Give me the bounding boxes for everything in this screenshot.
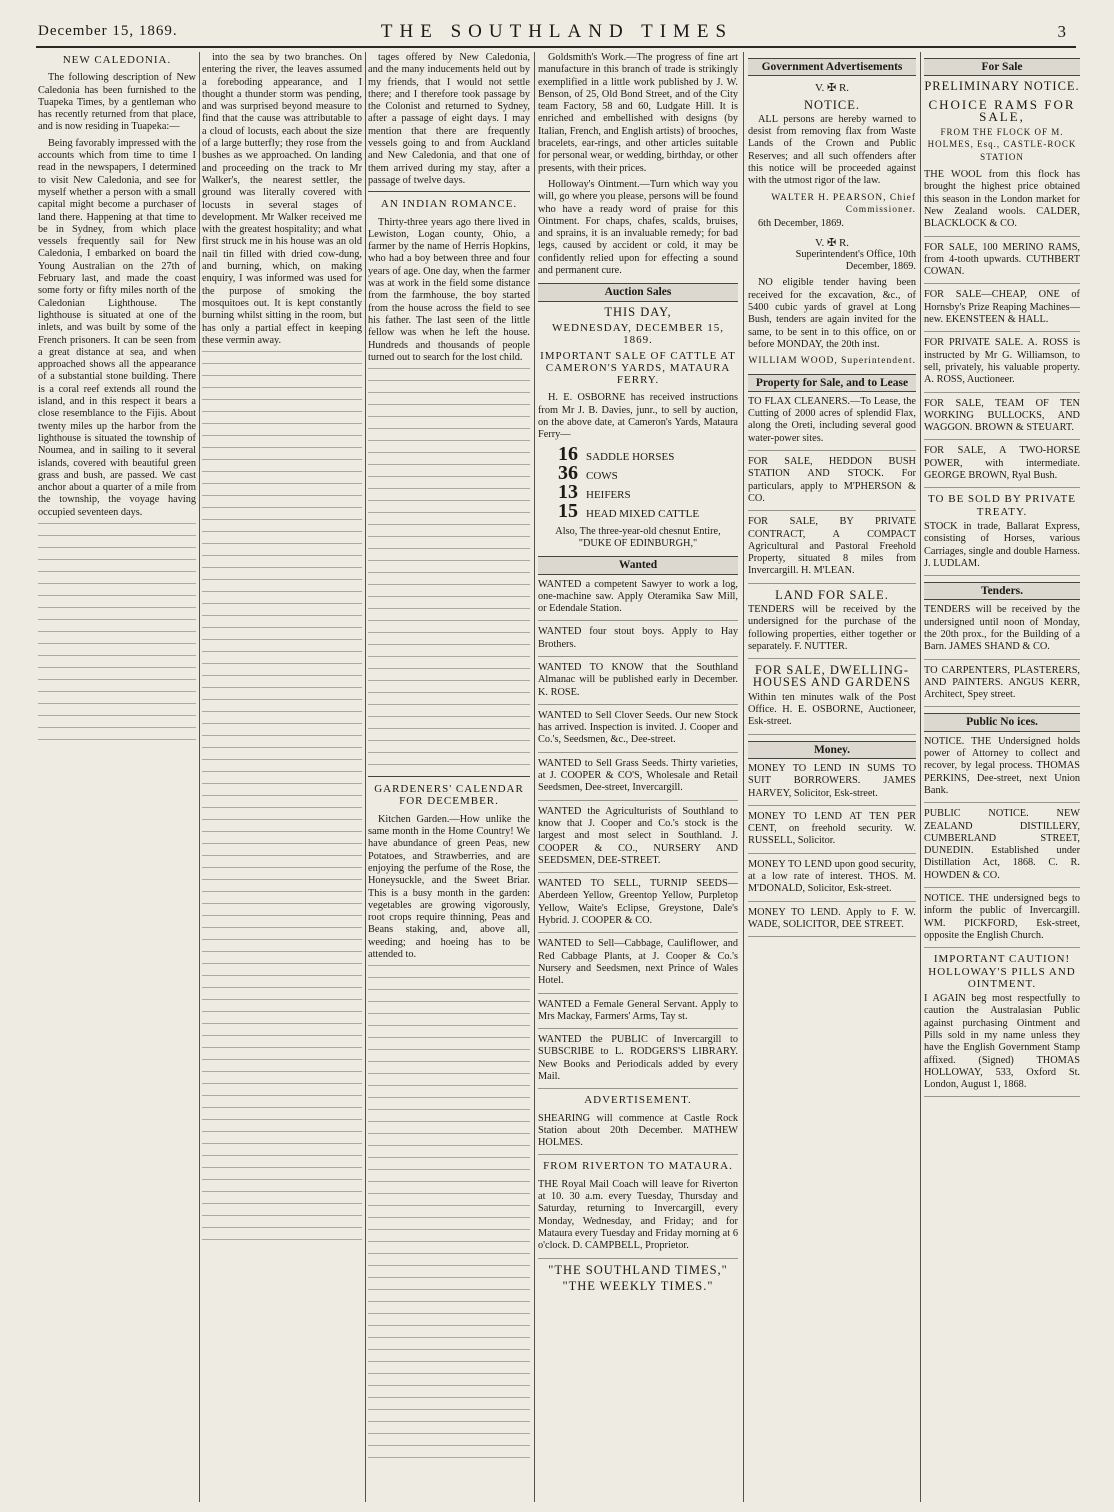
newspaper-title: THE SOUTHLAND TIMES [380, 21, 734, 42]
continued-text [202, 351, 362, 1251]
garden-paragraph: Kitchen Garden.—How unlike the same month in the Home Country! We have abundance of green Peas, new Potatoes, and Strawberries, and are enjoying the perfume of the Rose, the Honeysuckle, and the Sweet Briar. This is a busy month in the garden: vegetables are growing vigorously, root crops require thinning, Peas and Beans staking, and, above all, weeding; and hoeing has to be attended to. [368, 813, 530, 960]
lot-item: 15 HEAD MIXED CATTLE [558, 499, 700, 522]
column-continued [202, 52, 362, 1504]
article-paragraph: tages offered by New Caledonia, and the many inducements held out by my friends, that I would not settle there; and I therefore took passage by the Colonist and returned to Sydney, after a passage of eight days. I may mention that there are frequently vessels going to and from Auckland and New Caledonia, and that one of them arrived during my stay, after a passage of twelve days. [368, 52, 530, 186]
page-number: 3 [1057, 22, 1066, 41]
signature: WILLIAM WOOD, Superintendent. [748, 356, 916, 367]
distillery-ad: PUBLIC NOTICE. NEW ZEALAND DISTILLERY, CUMBERLAND STREET, DUNEDIN. Established under Distillation Act, 1868. C. R. HOWDEN & CO. [924, 808, 1080, 888]
coach-header: FROM RIVERTON TO MATAURA. [543, 1160, 733, 1173]
dwelling-title: FOR SALE, DWELLING-HOUSES AND GARDENS [752, 663, 912, 690]
office-date: Superintendent's Office, 10th December, 1869. [795, 248, 916, 273]
wanted-ad: WANTED to Sell Grass Seeds. Thirty varieties, at J. COOPER & CO'S, Wholesale and Retail Seedsmen, Dee-street, Invercargill. [538, 758, 738, 801]
land-header: LAND FOR SALE. [775, 587, 889, 602]
auction-title: IMPORTANT SALE OF CATTLE AT CAMERON'S YARDS, MATAURA FERRY. [540, 349, 736, 387]
wanted-ad: WANTED the Agriculturists of Southland to know that J. Cooper and Co.'s stock is the largest and most select in Southland. J. COOPER & CO., NURSERY AND SEEDSMEN, DEE-STREET. [538, 806, 738, 873]
heddon-ad: FOR SALE, HEDDON BUSH STATION AND STOCK. For particulars, apply to M'PHERSON & CO. [748, 456, 916, 511]
romance-title: AN INDIAN ROMANCE. [368, 191, 530, 210]
continued-text [368, 965, 530, 1465]
land-ad: TENDERS will be received by the undersigned for the purchase of the following properties, either together or separately. F. NUTTER. [748, 604, 916, 659]
wanted-ad: WANTED a competent Sawyer to work a log, one-machine saw. Apply Oteramika Saw Mill, or Edendale Station. [538, 579, 738, 622]
tender-text: NO eligible tender having been received for the excavation, &c., of 5400 cubic yards of gravel at Long Bush, tenders are again invited for the same, to be sent in to this office, on or before MONDAY, the 20th inst. [748, 277, 916, 350]
dwelling-ad: Within ten minutes walk of the Post Office. H. E. OSBORNE, Auctioneer, Esk-street. [748, 692, 916, 735]
reaper-ad: FOR SALE—CHEAP, ONE of Hornsby's Prize Reaping Machines—new. EKENSTEEN & HALL. [924, 289, 1080, 332]
private-sale-ad: FOR PRIVATE SALE. A. ROSS is instructed by Mr G. Williamson, to sell, privately, his valuable property. A. ROSS, Auctioneer. [924, 337, 1080, 392]
column-auctions-wanted [538, 52, 738, 1504]
article-paragraph: into the sea by two branches. On entering the river, the leaves assumed a foreboding appearance, and I thought a thunder storm was pending, and was surprised beyond measure to find that the cause was attributable to a cloud of locusts, each about the size of a large butterfly; they rose from the bushes as we approached. On landing and proceeding on the track to Mr Walker's, the nearest settler, the ground was literally covered with locusts in several stages of development. Mr Walker received me with the greatest hospitality; and what first struck me in his house was an old nail tin filled with dried cow-dung, and burning, which, on making enquiry, I was informed was used for the purpose of smoking the mosquitoes out. It is kept constantly burning whilst sitting in the room, but has only a partial effect in keeping these vermin away. [202, 52, 362, 346]
money-header: Money. [748, 741, 916, 759]
money-ad: MONEY TO LEND. Apply to F. W. WADE, SOLICITOR, DEE STREET. [748, 907, 916, 938]
tenders-header: Tenders. [924, 582, 1080, 600]
signature: WALTER H. PEARSON, Chief Commissioner. [771, 192, 916, 215]
lot-item: 13 HEIFERS [558, 480, 631, 503]
merino-ad: FOR SALE, 100 MERINO RAMS, from 4-tooth upwards. CUTHBERT COWAN. [924, 242, 1080, 285]
wanted-ad: WANTED to Sell—Cabbage, Cauliflower, and Red Cabbage Plants, at J. Cooper & Co.'s Nursery and Seedsmen, next Prince of Wales Hotel. [538, 938, 738, 993]
wanted-ad: WANTED to Sell Clover Seeds. Our new Stock has arrived. Inspection is invited. J. Cooper and Co.'s, Seedsmen, &c., Dee-street. [538, 710, 738, 753]
money-ad: MONEY TO LEND AT TEN PER CENT, on freehold security. W. RUSSELL, Solicitor. [748, 811, 916, 854]
shearing-ad: SHEARING will commence at Castle Rock Station about 20th December. MATHEW HOLMES. [538, 1113, 738, 1156]
royal-crest-icon: V. ✠ R. [814, 236, 850, 249]
money-ad: MONEY TO LEND IN SUMS TO SUIT BORROWERS. JAMES HARVEY, Solicitor, Esk-street. [748, 763, 916, 806]
column-divider [743, 52, 744, 1502]
column-government-property [748, 52, 916, 1504]
notice-text: ALL persons are hereby warned to desist from removing flax from Waste Lands of the Crown and Public Reserves; and all such offenders after this notice will be proceeded against with the utmost rigor of the law. [748, 113, 916, 187]
contract-ad: FOR SALE, BY PRIVATE CONTRACT, A COMPACT Agricultural and Pastoral Freehold Property, situated 8 miles from Invercargill. H. M'LEAN. [748, 516, 916, 583]
for-sale-header: For Sale [924, 58, 1080, 76]
wanted-ad: WANTED TO KNOW that the Southland Almanac will be published early in December. K. ROSE. [538, 662, 738, 705]
bullocks-ad: FOR SALE, TEAM OF TEN WORKING BULLOCKS, AND WAGGON. BROWN & STEUART. [924, 398, 1080, 441]
coach-ad: THE Royal Mail Coach will leave for Riverton at 10. 30 a.m. every Tuesday, Thursday and Saturday, returning to Invercargill, every Monday, Wednesday, and Friday; and for Mataura every Tuesday and Friday morning at 6 o'clock. D. CAMPBELL, Proprietor. [538, 1179, 738, 1259]
continued-text [368, 368, 530, 768]
auction-day: THIS DAY, [604, 304, 672, 319]
holloway-paragraph: Holloway's Ointment.—Turn which way you will, go where you please, persons will be found who have a ready word of praise for this Ointment. For chaps, chafes, scalds, bruises, and sprains, it is an invaluable remedy; for bad legs, caused by accident or cold, it may be confidently relied upon for effecting a sound and permanent cure. [538, 178, 738, 277]
continued-text [38, 523, 196, 743]
auction-also: Also, The three-year-old chesnut Entire, "DUKE OF EDINBURGH," [555, 525, 721, 549]
column-for-sale-notices [924, 52, 1080, 1504]
advert-header: ADVERTISEMENT. [584, 1094, 692, 1107]
wanted-ad: WANTED TO SELL, TURNIP SEEDS— Aberdeen Yellow, Greentop Yellow, Purpletop Yellow, Waite's Eclipse, Greystone, Dale's Hybrid. J. COOPER & CO. [538, 878, 738, 933]
wanted-header: Wanted [538, 556, 738, 574]
article-paragraph: Being favorably impressed with the accounts which from time to time I read in the newspapers, I determined to visit New Caledonia, and see for myself whether a person with a small capital might become a purchaser of land there. Happening at that time to be in Sydney, from which place vessels frequently sail for New Caledonia, I embarked on board the Young Australian on the 27th of February last, and made the coast some forty or fifty miles north of the Caledonian Lighthouse. The lighthouse is situated at one of the inlets, and was built by some of the French prisoners. It can be seen from a great distance at sea, and when approached shows all the appearance of a substantial stone building. There is a coral reef extends all round the island, and in this respect it bears a close resemblance to the Fijis. About twenty miles up the harbor from the lighthouse is situated the township of Noumea, and in sailing to it several islands, covered with beautiful green grass and bush, are passed. We cast anchor about a quarter of a mile from the township, the voyage having occupied seventeen days. [38, 137, 196, 518]
treaty-title: TO BE SOLD BY PRIVATE TREATY. [928, 493, 1076, 518]
caution-ad: I AGAIN beg most respectfully to caution the Australasian Public against purchasing Ointment and Pills sold in my name unless they have the English Government Stamp affixed. (Signed) THOMAS HOLLOWAY, 533, Oxford St. London, August 1, 1868. [924, 993, 1080, 1097]
lot-list [558, 442, 738, 522]
two-horse-ad: FOR SALE, A TWO-HORSE POWER, with intermediate. GEORGE BROWN, Ryal Bush. [924, 445, 1080, 488]
auction-date: WEDNESDAY, DECEMBER 15, 1869. [551, 321, 725, 347]
lot-item: 36 COWS [558, 461, 618, 484]
notice-ad: NOTICE. THE Undersigned holds power of Attorney to collect and recover, by legal process. THOMAS PERKINS, Dee-street, next Union Bank. [924, 736, 1080, 803]
carpenters-ad: TO CARPENTERS, PLASTERERS, AND PAINTERS. ANGUS KERR, Architect, Spey street. [924, 665, 1080, 708]
rams-title: CHOICE RAMS FOR SALE, [928, 96, 1076, 124]
notice-ad: NOTICE. THE undersigned begs to inform the public of Invercargill. WM. PICKFORD, Esk-street, opposite the English Church. [924, 893, 1080, 948]
rams-subtitle: FROM THE FLOCK OF M. HOLMES, Esq., CASTLE-ROCK STATION [927, 127, 1077, 162]
notice-date: 6th December, 1869. [758, 218, 844, 230]
wanted-ad: WANTED a Female General Servant. Apply to Mrs Mackay, Farmers' Arms, Tay st. [538, 999, 738, 1030]
issue-date: December 15, 1869. [38, 23, 178, 39]
auction-header: Auction Sales [538, 283, 738, 301]
masthead [0, 0, 1114, 44]
column-new-caledonia [38, 52, 196, 1504]
column-divider [920, 52, 921, 1502]
auction-text: H. E. OSBORNE has received instructions from Mr J. B. Davies, junr., to sell by auction, on the above date, at Cameron's Yards, Mataura Ferry— [538, 392, 738, 441]
article-paragraph: The following description of New Caledonia has been furnished to the Tuapeka Times, by a gentleman who has recently returned from that place, and is now residing in Tuapeka:— [38, 72, 196, 133]
wanted-ad: WANTED the PUBLIC of Invercargill to SUBSCRIBE to L. RODGERS'S LIBRARY. New Books and Periodicals added by every Mail. [538, 1034, 738, 1089]
public-notices-header: Public No ices. [924, 713, 1080, 731]
column-divider [199, 52, 200, 1502]
lot-item: 16 SADDLE HORSES [558, 442, 675, 465]
rams-ad: THE WOOL from this flock has brought the highest price obtained this season in the London market for New Zealand wools. CALDER, BLACKLOCK & CO. [924, 169, 1080, 236]
masthead-rule [36, 46, 1076, 48]
money-ad: MONEY TO LEND upon good security, at a low rate of interest. THOS. M. M'DONALD, Solicitor, Esk-street. [748, 859, 916, 902]
column-divider [365, 52, 366, 1502]
royal-crest-icon: V. ✠ R. [814, 82, 850, 95]
column-articles [368, 52, 530, 1504]
flax-ad: TO FLAX CLEANERS.—To Lease, the Cutting of 2000 acres of splendid Flax, along the Oreti, including several good water-power sites. [748, 396, 916, 451]
romance-paragraph: Thirty-three years ago there lived in Lewiston, Logan county, Ohio, a farmer by the name of Herris Hopkins, who had a boy between three and four years of age. One day, when the farmer was at work in the field some distance from the farmhouse, the boy started from the house across the field to see his father. The last seen of the little fellow was when he left the house. Hundreds and thousands of people turned out to search for the lost child. [368, 216, 530, 363]
treaty-ad: STOCK in trade, Ballarat Express, consisting of Horses, various Carriages, single and double Harness. J. LUDLAM. [924, 521, 1080, 576]
preliminary-notice: PRELIMINARY NOTICE. [924, 79, 1080, 94]
article-title: NEW CALEDONIA. [62, 54, 172, 66]
property-header: Property for Sale, and to Lease [748, 374, 916, 392]
garden-title: GARDENERS' CALENDAR FOR DECEMBER. [368, 776, 530, 808]
times-title: "THE SOUTHLAND TIMES," [548, 1262, 728, 1277]
caution-title: IMPORTANT CAUTION! HOLLOWAY'S PILLS AND OINTMENT. [928, 953, 1076, 990]
goldsmith-paragraph: Goldsmith's Work.—The progress of fine art manufacture in this branch of trade is strikingly exemplified in a little work published by J. W. Benson, of 25, Old Bond Street, and of the City team Factory, 58 and 60, Ludgate Hill. It is enriched and embellished with designs (by Italian, French, and English artists) of brooches, bracelets, ear-rings, and other articles suitable for personal wear, or wedding, birthday, or other presents, with their prices. [538, 52, 738, 174]
tenders-ad: TENDERS will be received by the undersigned until noon of Monday, the 20th prox., for the Building of a Barn. JAMES SHAND & CO. [924, 604, 1080, 659]
column-divider [534, 52, 535, 1502]
notice-title: NOTICE. [804, 97, 860, 112]
weekly-times-title: "THE WEEKLY TIMES." [562, 1278, 714, 1293]
government-header: Government Advertisements [748, 58, 916, 76]
wanted-ad: WANTED four stout boys. Apply to Hay Brothers. [538, 626, 738, 657]
